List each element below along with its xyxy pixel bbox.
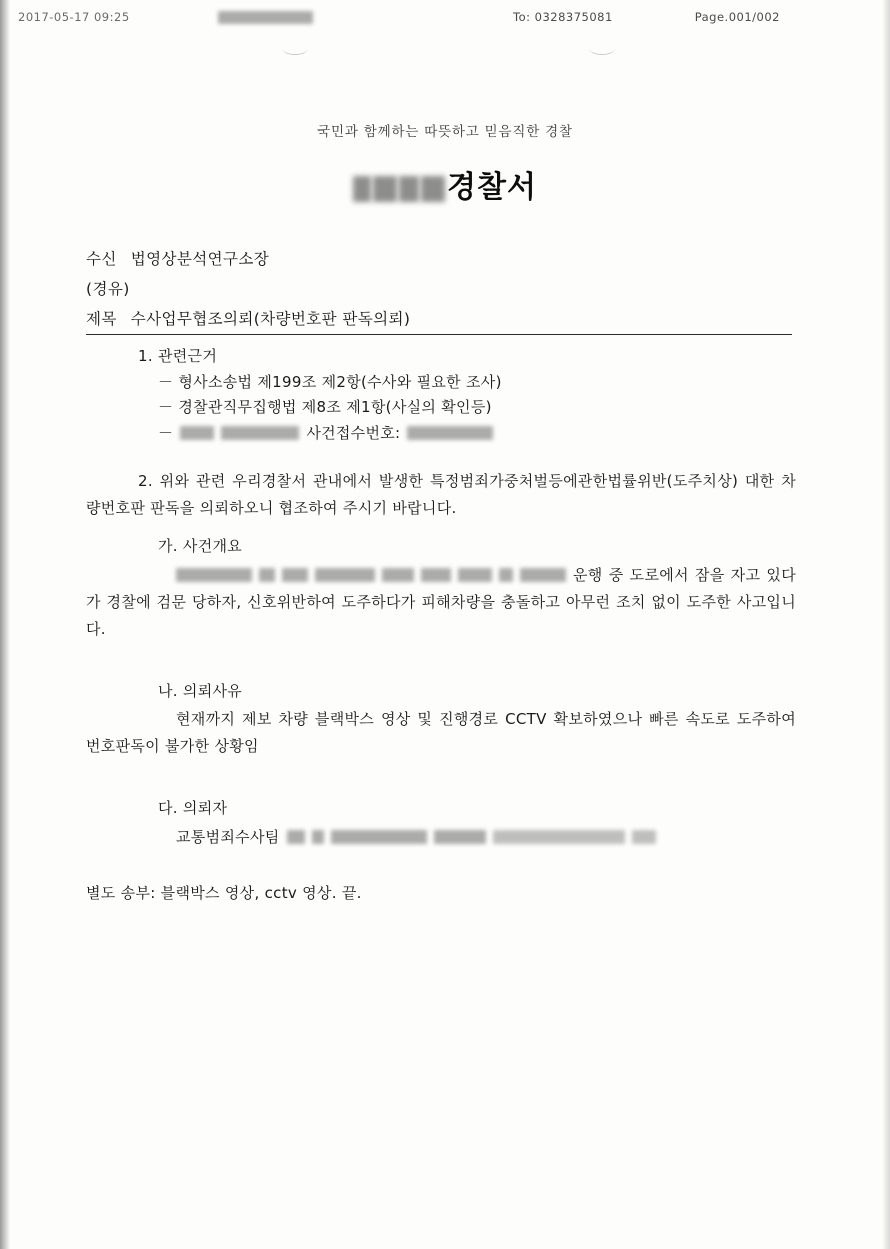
section-2b-body: 현재까지 제보 차량 블랙박스 영상 및 진행경로 CCTV 확보하였으나 빠른 속도로 도주하여 번호판독이 불가한 상황임 [86,710,796,755]
spacer-2 [86,760,796,784]
section-1-item-2: － 경찰관직무집행법 제8조 제1항(사실의 확인등) [158,398,492,416]
incident-redaction-2 [259,568,275,582]
incident-redaction-9 [520,568,566,582]
title-redaction-4 [421,176,445,202]
field-subject-value: 수사업무협조의뢰(차량번호판 판독의뢰) [130,310,411,328]
title-redaction-2 [373,176,397,202]
section-2c-body [86,824,796,851]
closing-note: 별도 송부: 블랙박스 영상, cctv 영상. 끝. [86,883,362,902]
requester-redaction-2 [312,830,324,844]
requester-team: 교통범죄수사팀 [176,827,280,846]
section-2a-body [86,562,796,643]
field-subject [86,304,796,334]
requester-redaction-6 [632,830,656,844]
field-subject-label: 제목 [86,310,117,328]
agency-slogan: 국민과 함께하는 따뜻하고 믿음직한 경찰 [317,124,573,140]
field-recipient-label: 수신 [86,250,117,268]
field-recipient-value: 법영상분석연구소장 [130,250,270,268]
incident-redaction-7 [458,568,492,582]
incident-redaction-3 [282,568,308,582]
section-1-item-3 [158,421,796,447]
scan-artifact-arc-left [282,42,308,55]
section-2a-heading: 가. 사건개요 [158,537,243,555]
fax-recipient-number: To: 0328375081 [513,10,613,24]
requester-redaction-3 [331,830,427,844]
section-1-heading: 1. 관련근거 [138,347,218,365]
case-number-label: 사건접수번호: [306,423,401,442]
section-2c-heading: 다. 의뢰자 [158,799,228,817]
fax-page-count: Page.001/002 [694,10,780,24]
requester-redaction-1 [287,830,305,844]
fax-sender-redaction [218,11,313,24]
field-via-label: (경유) [86,280,130,298]
incident-redaction-5 [382,568,414,582]
requester-redaction-4 [434,830,486,844]
field-recipient [86,244,796,274]
header-divider [86,334,792,335]
title-redaction-3 [399,176,419,202]
incident-redaction-6 [421,568,451,582]
incident-redaction-8 [499,568,513,582]
fax-date: 2017-05-17 09:25 [18,10,130,24]
section-2-paragraph: 2. 위와 관련 우리경찰서 관내에서 발생한 특정범죄가중처벌등에관한법률위반(도주치상) 대한 차량번호판 판독을 의뢰하오니 협조하여 주시기 바랍니다. [86,472,796,517]
section-2b-heading: 나. 의뢰사유 [158,681,243,700]
fax-header [18,10,872,28]
page-title-suffix: 경찰서 [447,170,537,205]
field-via [86,274,796,304]
case-unit-redaction-1 [180,426,214,440]
document-fields [86,244,796,334]
section-1-item-1: － 형사소송법 제199조 제2항(수사와 필요한 조사) [158,372,502,391]
requester-redaction-5 [493,830,625,844]
document-body [86,344,796,906]
section-2a-text-tail: 운행 중 도로에서 잠을 자고 있다가 경찰에 검문 당하자, 신호위반하여 도주하다가 피해차량을 충돌하고 아무런 조치 없이 도주한 사고입니다. [86,565,796,638]
incident-redaction-4 [315,568,375,582]
incident-redaction-1 [176,568,252,582]
case-number-redaction [407,426,493,440]
case-unit-redaction-2 [221,426,299,440]
section-1-item-3-dash: － [158,423,174,442]
spacer-1 [86,643,796,667]
scan-artifact-arc-right [589,42,615,55]
page-title [0,162,890,206]
title-redaction-1 [353,176,371,202]
